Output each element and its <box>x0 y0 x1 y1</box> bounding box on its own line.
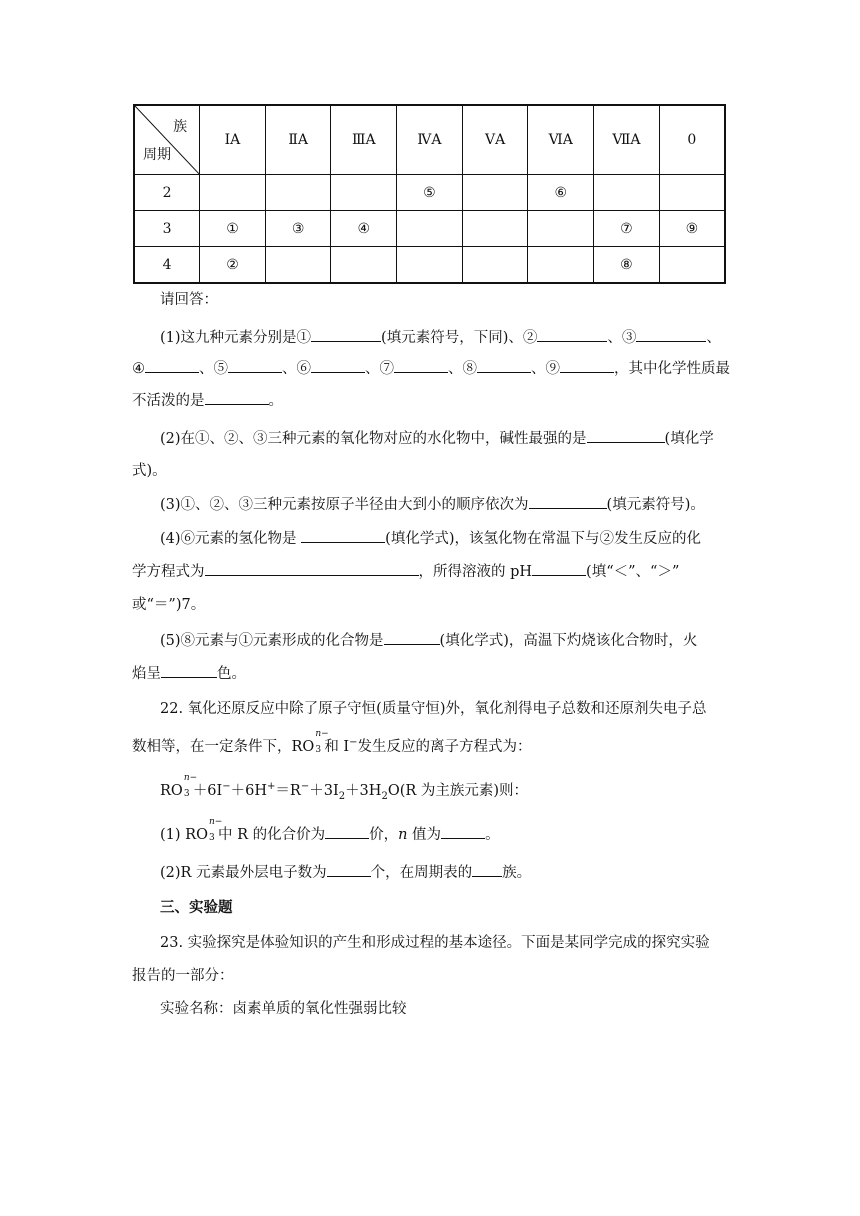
text: ＋6I <box>192 783 223 799</box>
table-cell <box>397 211 463 247</box>
text: ＋6H <box>230 783 268 799</box>
text: (5)⑧元素与①元素形成的化合物是 <box>160 633 384 649</box>
table-cell: ⑧ <box>594 247 660 284</box>
answer-blank[interactable] <box>560 358 614 373</box>
text: (1)这九种元素分别是① <box>160 330 312 346</box>
text: 个，在周期表的 <box>370 865 473 881</box>
superscript: − <box>222 781 231 793</box>
group-header: ⅤA <box>462 105 528 175</box>
table-row <box>134 175 725 211</box>
text: 、⑨ <box>531 361 560 377</box>
table-cell <box>659 175 725 211</box>
table-cell <box>265 247 331 284</box>
text: 、⑤ <box>199 361 228 377</box>
answer-blank[interactable] <box>441 824 485 839</box>
answer-blank[interactable] <box>384 630 440 645</box>
answer-blank[interactable] <box>529 494 607 509</box>
q22-equation <box>160 773 740 802</box>
q21-intro <box>160 288 740 309</box>
table-cell <box>331 175 397 211</box>
text: (填元素符号，下同)、② <box>381 330 538 346</box>
text: 数相等，在一定条件下，RO <box>132 739 315 755</box>
text: 、 <box>706 330 721 346</box>
answer-blank[interactable] <box>301 528 385 543</box>
superscript: − <box>300 781 310 793</box>
group-header: ⅦA <box>594 105 660 175</box>
text: 或“＝”)7。 <box>132 597 206 613</box>
group-header: 0 <box>659 105 725 175</box>
q23-line1 <box>160 931 740 952</box>
corner-period-label: 周期 <box>143 147 171 163</box>
text: ④ <box>132 361 145 377</box>
text: O(R 为主族元素)则： <box>387 783 529 799</box>
table-cell <box>594 175 660 211</box>
group-header: ⅠA <box>200 105 266 175</box>
text: 色。 <box>217 666 246 682</box>
q21-part3 <box>160 493 740 514</box>
text: 中 R 的化合价为 <box>217 827 326 843</box>
q22-sub2 <box>160 861 740 882</box>
table-cell <box>528 211 594 247</box>
answer-blank[interactable] <box>472 862 502 877</box>
text: (填化学式)，该氢化物在常温下与②发生反应的化 <box>385 531 701 547</box>
q21-part5-line1 <box>160 629 740 650</box>
group-header: ⅢA <box>331 105 397 175</box>
answer-blank[interactable] <box>311 327 381 342</box>
text: 实验名称：卤素单质的氧化性强弱比较 <box>160 1001 407 1017</box>
q21-part1-line1 <box>160 326 740 347</box>
answer-blank[interactable] <box>327 862 371 877</box>
table-cell: ④ <box>331 211 397 247</box>
q21-intro-text: 请回答： <box>160 292 218 308</box>
period-label: 2 <box>134 175 200 211</box>
q23-line2 <box>132 964 740 985</box>
periodic-table <box>133 104 726 284</box>
text: 不活泼的是 <box>132 393 205 409</box>
table-cell <box>462 175 528 211</box>
text: RO <box>160 783 183 799</box>
text: ＋3I <box>309 783 339 799</box>
answer-blank[interactable] <box>394 358 448 373</box>
q21-part4-line3 <box>132 593 740 614</box>
table-cell <box>659 247 725 284</box>
period-label: 4 <box>134 247 200 284</box>
table-cell: ⑥ <box>528 175 594 211</box>
period-label: 3 <box>134 211 200 247</box>
answer-blank[interactable] <box>325 824 369 839</box>
table-cell: ⑨ <box>659 211 725 247</box>
text: 23. 实验探究是体验知识的产生和形成过程的基本途径。下面是某同学完成的探究实验 <box>160 935 710 951</box>
group-header: ⅥA <box>528 105 594 175</box>
table-header-row <box>134 105 725 175</box>
answer-blank[interactable] <box>532 561 586 576</box>
answer-blank[interactable] <box>477 358 531 373</box>
superscript: − <box>349 737 358 749</box>
table-cell: ⑦ <box>594 211 660 247</box>
table-cell <box>265 175 331 211</box>
text: 学方程式为 <box>132 564 205 580</box>
answer-blank[interactable] <box>537 327 607 342</box>
group-header: ⅡA <box>265 105 331 175</box>
table-cell <box>331 247 397 284</box>
text: 族。 <box>502 865 532 881</box>
text: 报告的一部分： <box>132 968 234 984</box>
ion-charge: n− 3 <box>208 817 223 843</box>
table-cell <box>528 247 594 284</box>
q22-line2 <box>132 729 740 756</box>
group-header: ⅣA <box>397 105 463 175</box>
q21-part1-line2 <box>132 357 740 378</box>
text: (填化学 <box>664 431 714 447</box>
table-cell: ⑤ <box>397 175 463 211</box>
q22-sub1 <box>160 817 740 844</box>
text: (4)⑥元素的氢化物是 <box>160 531 302 547</box>
table-cell <box>200 175 266 211</box>
text: ＋3H <box>345 783 382 799</box>
subscript: 2 <box>338 790 346 802</box>
ion-charge: n− 3 <box>183 773 198 799</box>
q21-part1-line3 <box>132 389 740 410</box>
answer-blank[interactable] <box>205 390 269 405</box>
text: 。 <box>485 827 500 843</box>
text: (3)①、②、③三种元素按原子半径由大到小的顺序依次为 <box>160 497 529 513</box>
text: 22. 氧化还原反应中除了原子守恒(质量守恒)外，氧化剂得电子总数和还原剂失电子总 <box>160 701 707 717</box>
ion-charge: n− 3 <box>315 729 329 755</box>
q21-part4-line1 <box>160 527 740 548</box>
table-row <box>134 211 725 247</box>
section-heading <box>160 896 740 917</box>
text: 、③ <box>607 330 637 346</box>
q21-part2-line2 <box>132 459 740 480</box>
text: 。 <box>268 393 283 409</box>
table-cell <box>397 247 463 284</box>
text: (填化学式)，高温下灼烧该化合物时，火 <box>439 633 698 649</box>
q22-line1 <box>160 697 740 718</box>
text: ，其中化学性质最 <box>614 361 730 377</box>
text: 焰呈 <box>132 666 161 682</box>
table-cell <box>462 247 528 284</box>
table-cell: ① <box>200 211 266 247</box>
q23-line3 <box>160 997 740 1018</box>
table-cell: ③ <box>265 211 331 247</box>
table-cell <box>462 211 528 247</box>
text: 、⑥ <box>282 361 311 377</box>
answer-blank[interactable] <box>205 561 419 576</box>
q21-part4-line2 <box>132 560 740 581</box>
table-corner-cell <box>134 105 200 175</box>
table-row <box>134 247 725 284</box>
text: (填元素符号)。 <box>606 497 705 513</box>
text: 价， <box>369 827 399 843</box>
text: (2)R 元素最外层电子数为 <box>160 865 327 881</box>
text: 、⑧ <box>448 361 477 377</box>
text: 式)。 <box>132 463 167 479</box>
q21-part5-line2 <box>132 662 740 683</box>
answer-blank[interactable] <box>161 663 217 678</box>
answer-blank[interactable] <box>228 358 282 373</box>
text: 、⑦ <box>365 361 394 377</box>
text: 发生反应的离子方程式为： <box>357 739 532 755</box>
answer-blank[interactable] <box>145 358 199 373</box>
table-cell: ② <box>200 247 266 284</box>
text: ＝R <box>275 783 301 799</box>
superscript: + <box>267 781 276 793</box>
text: (1) RO <box>160 827 208 843</box>
text: 和 I <box>324 739 350 755</box>
section-title: 三、实验题 <box>160 900 233 916</box>
answer-blank[interactable] <box>311 358 365 373</box>
subscript: 2 <box>381 790 388 802</box>
answer-blank[interactable] <box>636 327 706 342</box>
text: (2)在①、②、③三种元素的氧化物对应的水化物中，碱性最强的是 <box>160 431 587 447</box>
answer-blank[interactable] <box>587 428 665 443</box>
text: n <box>398 827 408 843</box>
text: 值为 <box>407 827 442 843</box>
corner-group-label: 族 <box>173 119 188 135</box>
text: ，所得溶液的 pH <box>418 564 533 580</box>
q21-part2-line1 <box>160 427 740 448</box>
text: (填“＜”、“＞” <box>586 564 680 580</box>
